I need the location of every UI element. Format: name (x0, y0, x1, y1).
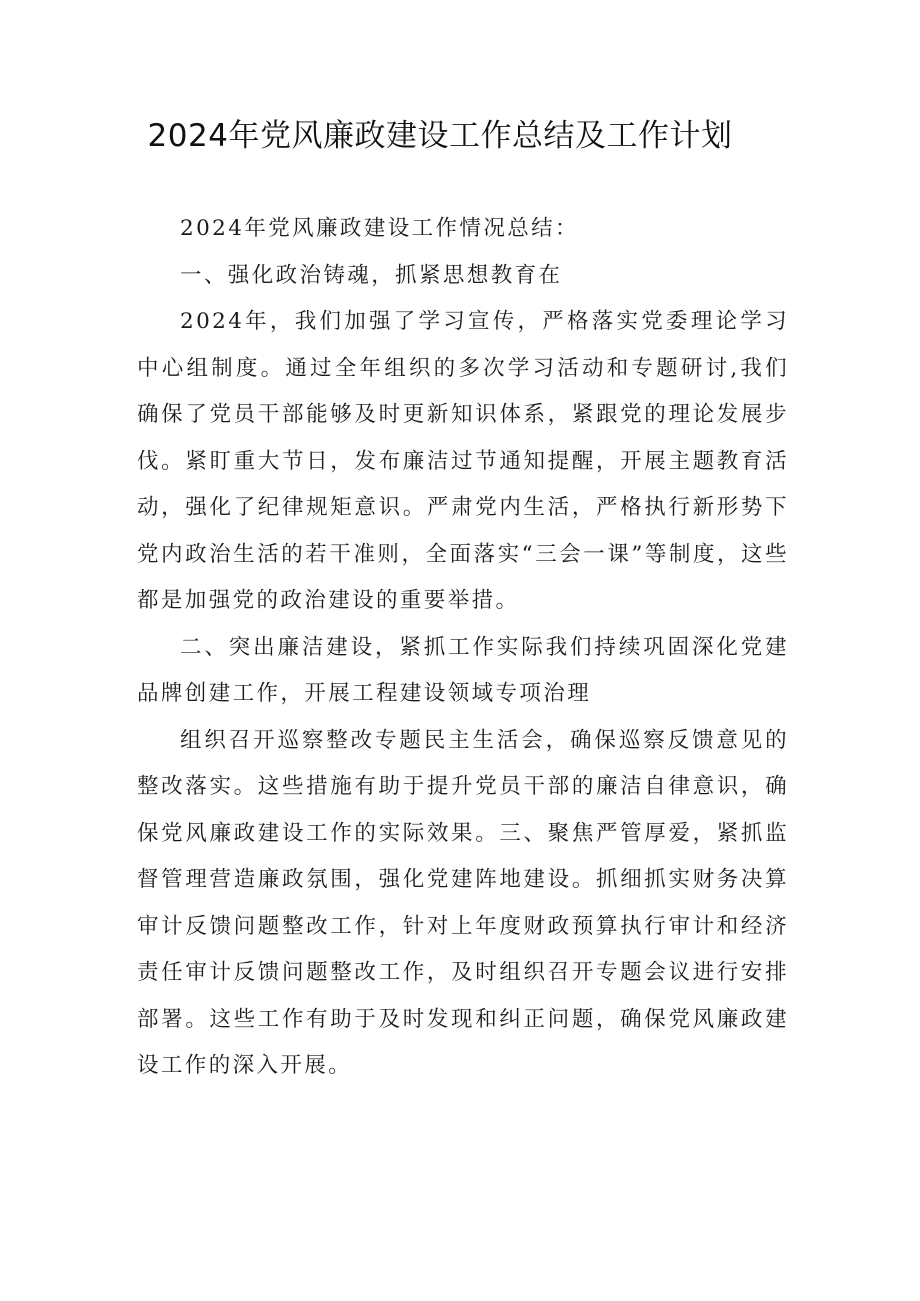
summary-heading: 2024年党风廉政建设工作情况总结： (180, 216, 579, 241)
paragraph-1: 2024年，我们加强了学习宣传，严格落实党委理论学习中心组制度。通过全年组织的多次学习活动和专题研讨,我们确保了党员干部能够及时更新知识体系，紧跟党的理论发展步伐。紧盯重大节日，发布廉洁过节通知提醒，开展主题教育活动，强化了纪律规矩意识。严肃党内生活，严格执行新形势下党内政治生活的若干准则，全面落实“三会一课”等制度，这些都是加强党的政治建设的重要举措。 (137, 309, 789, 613)
document-title: 2024年党风廉政建设工作总结及工作计划 (147, 118, 733, 154)
section-heading-1: 一、强化政治铸魂，抓紧思想教育在 (180, 262, 563, 288)
paragraph-2: 组织召开巡察整改专题民主生活会，确保巡察反馈意见的整改落实。这些措施有助于提升党员干部的廉洁自律意识，确保党风廉政建设工作的实际效果。三、聚焦严管厚爱，紧抓监督管理营造廉政氛围，强化党建阵地建设。抓细抓实财务决算审计反馈问题整改工作，针对上年度财政预算执行审计和经济责任审计反馈问题整改工作，及时组织召开专题会议进行安排部署。这些工作有助于及时发现和纠正问题，确保党风廉政建设工作的深入开展。 (137, 727, 789, 1078)
document-body (137, 206, 789, 1090)
section-heading-2: 二、突出廉洁建设，紧抓工作实际我们持续巩固深化党建品牌创建工作，开展工程建设领域专项治理 (137, 634, 789, 706)
